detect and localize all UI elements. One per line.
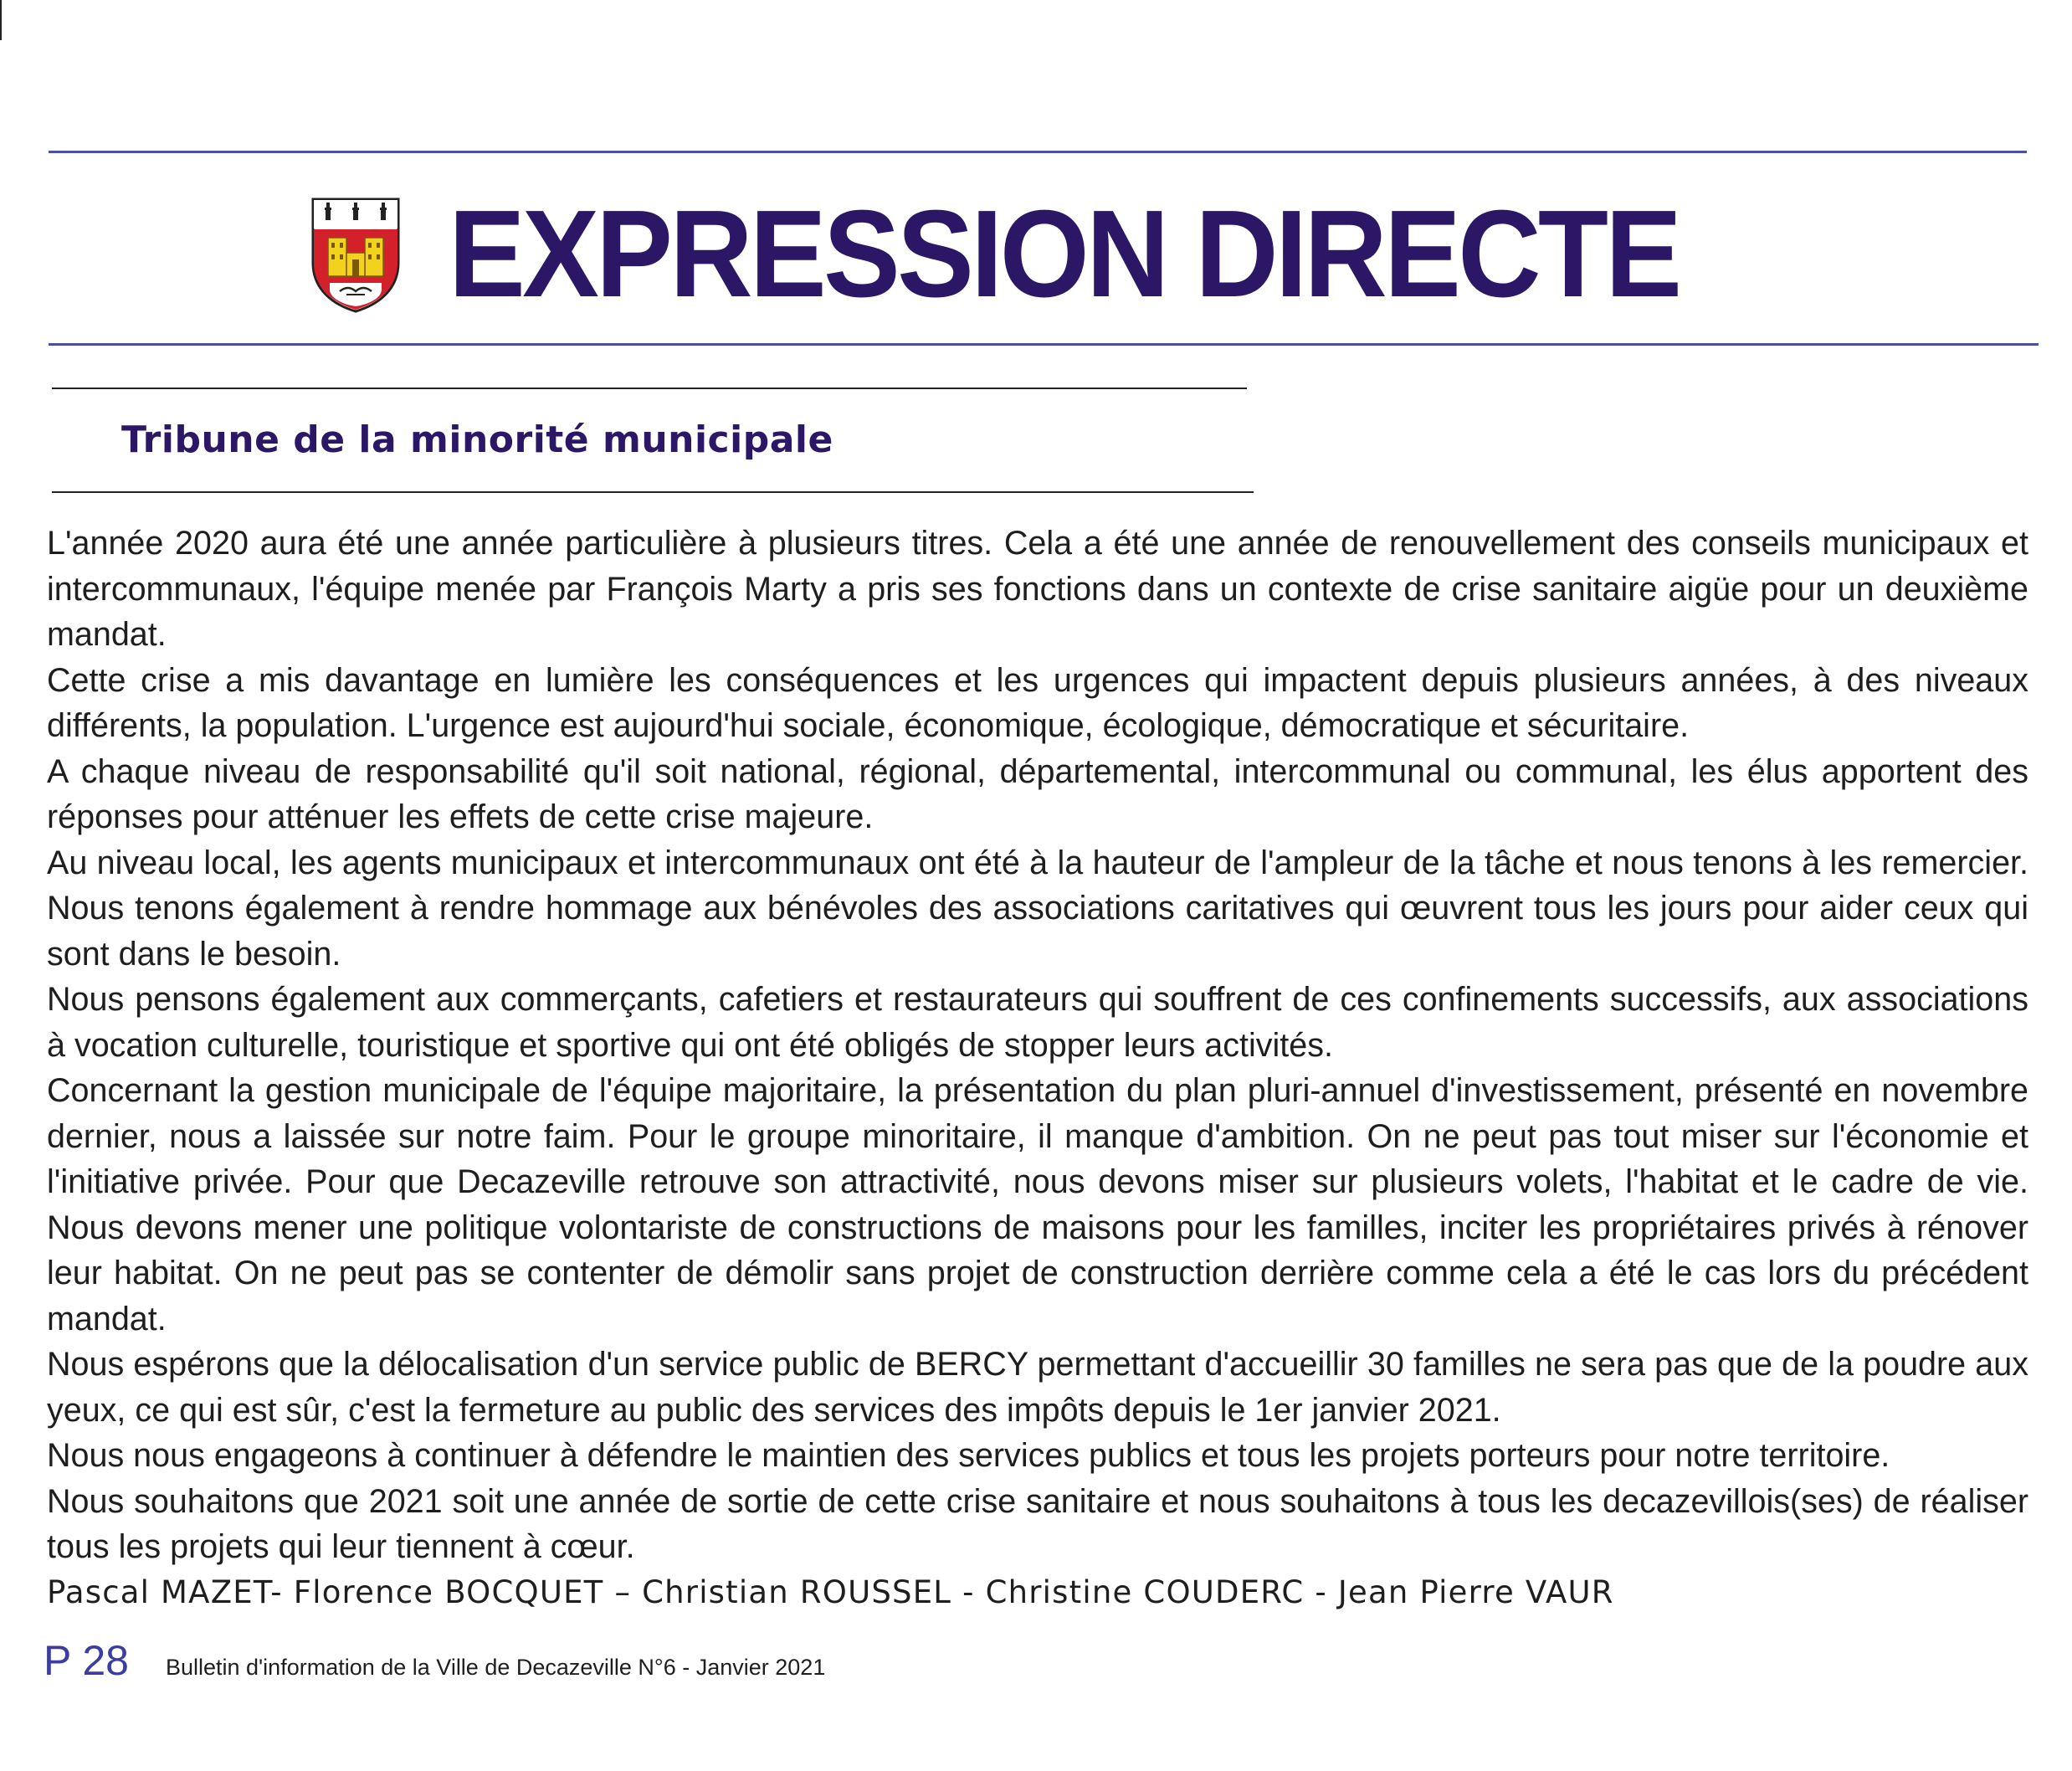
crop-mark [0, 0, 2, 40]
header-bottom-rule [49, 343, 2039, 346]
article-paragraph: Nous espérons que la délocalisation d'un service public de BERCY permettant d'accueillir 30 familles ne sera pas que de la poudre aux yeux, ce qui est sûr, c'est la fermeture au public des services des impôts depuis le 1er janvier 2021. [47, 1346, 2028, 1429]
page-number: P 28 [44, 1637, 129, 1684]
masthead [310, 187, 1772, 321]
article-paragraph: Nous nous engageons à continuer à défendre le maintien des services publics et tous les projets porteurs pour notre territoire. [47, 1437, 1890, 1474]
article-paragraph: Concernant la gestion municipale de l'équipe majoritaire, la présentation du plan pluri-annuel d'investissement, présenté en novembre dernier, nous a laissée sur notre faim. Pour le groupe minoritaire, il manque d'ambition. On ne peut pas tout miser sur l'économie et l'initiative privée. Pour que Decazeville retrouve son attractivité, nous devons miser sur plusieurs volets, l'habitat et le cadre de vie. Nous devons mener une politique volontariste de constructions de maisons pour les familles, inciter les propriétaires privés à rénover leur habitat. On ne peut pas se contenter de démolir sans projet de construction derrière comme cela a été le cas lors du précédent mandat. [47, 1072, 2028, 1337]
publication-info: Bulletin d'information de la Ville de Decazeville N°6 - Janvier 2021 [165, 1655, 826, 1680]
article-paragraph: A chaque niveau de responsabilité qu'il soit national, régional, départemental, intercommunal ou communal, les élus apportent des réponses pour atténuer les effets de cette crise majeure. [47, 752, 2028, 835]
subtitle-bottom-rule [52, 491, 1254, 493]
section-subtitle: Tribune de la minorité municipale [121, 418, 833, 461]
signature: Pascal MAZET- Florence BOCQUET – Christian ROUSSEL - Christine COUDERC - Jean Pierre VAUR [47, 1573, 1614, 1610]
header-top-rule [49, 151, 2027, 153]
article-paragraph: L'année 2020 aura été une année particulière à plusieurs titres. Cela a été une année de renouvellement des conseils municipaux et intercommunaux, l'équipe menée par François Marty a pris ses fonctions dans un contexte de crise sanitaire aigüe pour un deuxième mandat. [47, 525, 2028, 653]
article-paragraph: Nous souhaitons que 2021 soit une année de sortie de cette crise sanitaire et nous souhaitons à tous les decazevillois(ses) de réaliser tous les projets qui leur tiennent à cœur. [47, 1482, 2028, 1565]
article-paragraph: Nous pensons également aux commerçants, cafetiers et restaurateurs qui souffrent de ces confinements successifs, aux associations à vocation culturelle, touristique et sportive qui ont été obligés de stopper leurs activités. [47, 981, 2028, 1064]
article-body [47, 521, 2028, 1615]
page-title: EXPRESSION DIRECTE [449, 185, 1680, 323]
page-footer [44, 1636, 825, 1685]
article-paragraph: Au niveau local, les agents municipaux et intercommunaux ont été à la hauteur de l'ampleur de la tâche et nous tenons à les remercier. Nous tenons également à rendre hommage aux bénévoles des associations caritatives qui œuvrent tous les jours pour aider ceux qui sont dans le besoin. [47, 844, 2028, 973]
article-paragraph: Cette crise a mis davantage en lumière les conséquences et les urgences qui impactent depuis plusieurs années, à des niveaux différents, la population. L'urgence est aujourd'hui sociale, économique, écologique, démocratique et sécuritaire. [47, 661, 2028, 744]
subtitle-top-rule [52, 388, 1247, 389]
decazeville-coat-of-arms-icon [310, 196, 402, 313]
